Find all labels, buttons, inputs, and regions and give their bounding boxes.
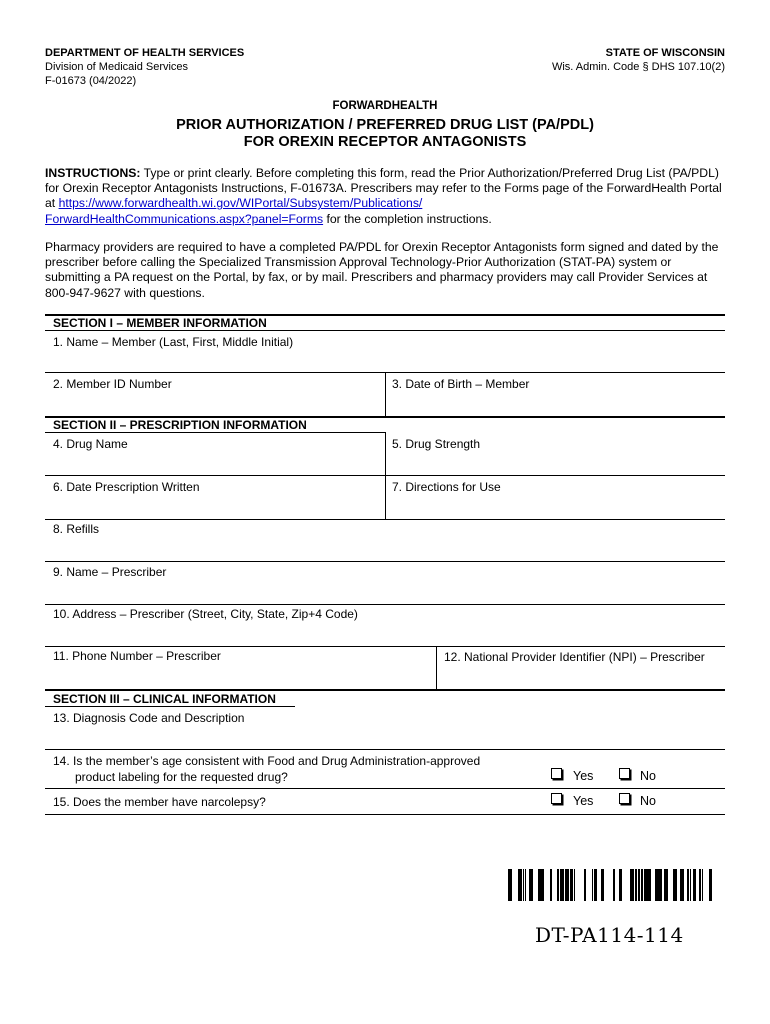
q14-no-checkbox[interactable] [619,768,630,779]
section3-top-rule [45,689,725,691]
divider-4-7 [385,432,386,520]
pharmacy-note: Pharmacy providers are required to have a completed PA/PDL for Orexin Receptor Antagonists form signed and dated by the prescriber before calling the Specialized Transmission Approval Technology-Prior Authorization (STAT-PA) system or submitting a PA request on the Portal, by fax, or by mail. Prescribers and pharmacy providers may call Provider Services at 800-947-9627 with questions. [45,240,719,300]
section3-title: SECTION III – CLINICAL INFORMATION [53,692,276,706]
rule-row9 [45,604,725,605]
prescriber-address-field[interactable]: 10. Address – Prescriber (Street, City, State, Zip+4 Code) [53,607,358,621]
program-name: FORWARDHEALTH [332,100,438,112]
instructions-label: INSTRUCTIONS: [45,166,141,180]
barcode-graphic [508,869,712,901]
barcode-code: DT-PA114-114 [535,923,684,947]
directions-field[interactable]: 7. Directions for Use [392,480,501,494]
section2-title-rule [45,432,385,433]
refills-field[interactable]: 8. Refills [53,522,100,536]
q15-no-checkbox[interactable] [619,793,630,804]
member-id-field[interactable]: 2. Member ID Number [53,377,172,391]
section1-title-rule [45,330,725,331]
q15-yes-checkbox[interactable] [551,793,562,804]
diagnosis-field[interactable]: 13. Diagnosis Code and Description [53,711,245,725]
section3-title-rule [45,706,295,707]
rule-row10 [45,646,725,647]
q14-yes-label: Yes [573,769,594,783]
q15-yes-label: Yes [573,794,594,808]
q14-no-label: No [640,769,656,783]
rule-row4 [45,475,725,476]
q14-yes-checkbox[interactable] [551,768,562,779]
section1-title: SECTION I – MEMBER INFORMATION [53,316,267,330]
question-14-line2: product labeling for the requested drug? [75,770,288,784]
divider-2-3 [385,372,386,416]
rule-row14 [45,788,725,789]
question-15: 15. Does the member have narcolepsy? [53,795,266,809]
instructions-paragraph [45,166,725,227]
date-written-field[interactable]: 6. Date Prescription Written [53,480,200,494]
rule-row13 [45,749,725,750]
prescriber-npi-field[interactable]: 12. National Provider Identifier (NPI) – Prescriber [444,650,705,664]
drug-strength-field[interactable]: 5. Drug Strength [392,437,481,451]
member-name-field[interactable]: 1. Name – Member (Last, First, Middle Initial) [53,335,294,349]
prescriber-name-field[interactable]: 9. Name – Prescriber [53,565,167,579]
q15-no-label: No [640,794,656,808]
instructions-text: Type or print clearly. Before completing this form, read the Prior Authorization/Preferred Drug List (PA/PDL) for Orexin Receptor Antagonists Instructions, F-01673A. Prescribers may refer to the Forms page of the ForwardHealth Portal at [45,166,722,211]
instructions-text-end: for the completion instructions. [323,211,492,226]
forms-link-cont[interactable]: ForwardHealthCommunications.aspx?panel=Forms [45,211,324,226]
division-name: Division of Medicaid Services [45,61,189,73]
form-number: F-01673 (04/2022) [45,75,137,87]
rule-row8 [45,561,725,562]
rule-row6 [45,519,725,520]
member-dob-field[interactable]: 3. Date of Birth – Member [392,377,530,391]
section2-title: SECTION II – PRESCRIPTION INFORMATION [53,418,307,432]
question-14-line1: 14. Is the member’s age consistent with Food and Drug Administration-approved [53,754,481,768]
state-name: STATE OF WISCONSIN [605,47,725,59]
forms-link[interactable]: https://www.forwardhealth.wi.gov/WIPortal/Subsystem/Publications/ [58,196,423,211]
divider-11-12 [436,646,437,689]
prescriber-phone-field[interactable]: 11. Phone Number – Prescriber [53,649,221,663]
department-name: DEPARTMENT OF HEALTH SERVICES [45,47,245,59]
form-title-line1: PRIOR AUTHORIZATION / PREFERRED DRUG LIST (PA/PDL) [176,117,594,133]
rule-row15 [45,814,725,815]
drug-name-field[interactable]: 4. Drug Name [53,437,128,451]
admin-code: Wis. Admin. Code § DHS 107.10(2) [551,61,725,73]
form-title-line2: FOR OREXIN RECEPTOR ANTAGONISTS [243,134,527,150]
